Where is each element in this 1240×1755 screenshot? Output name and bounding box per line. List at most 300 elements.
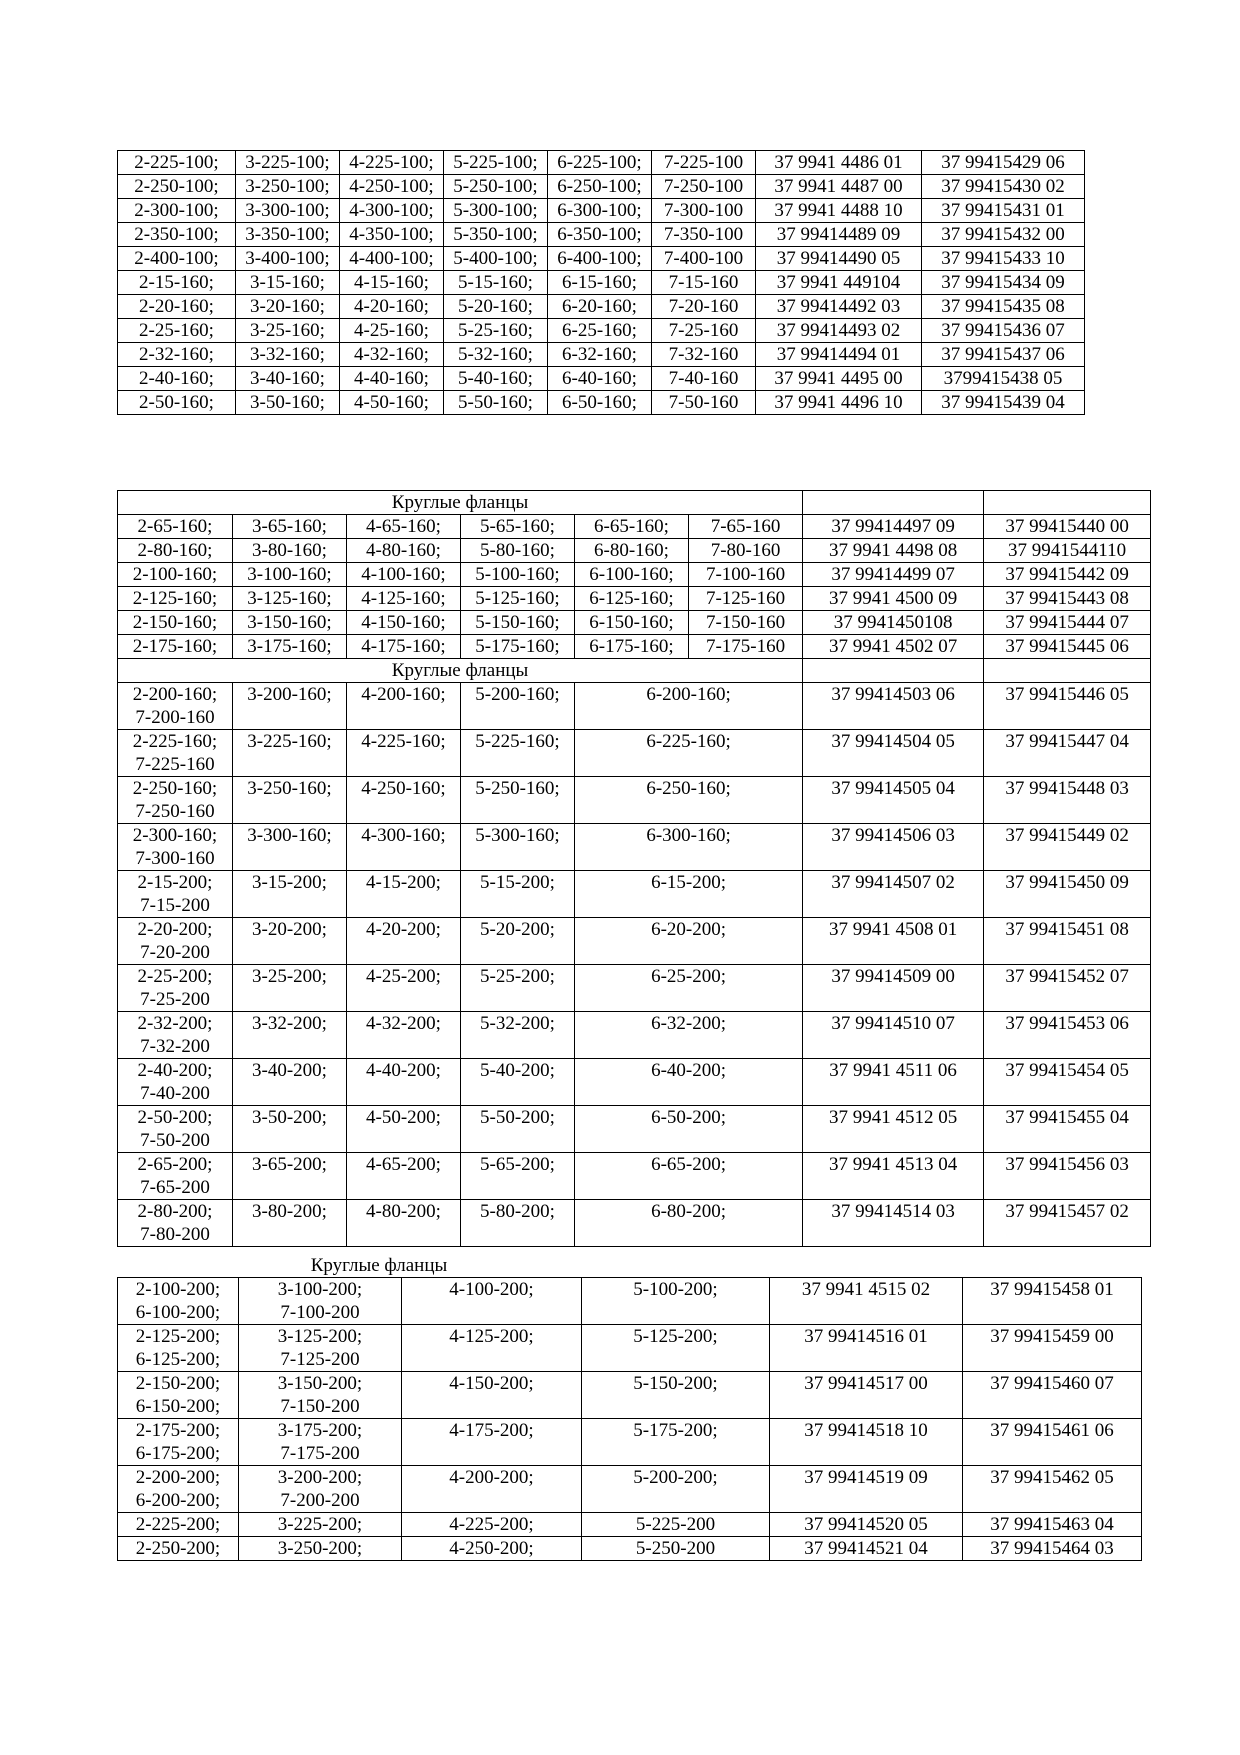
table-cell: 7-65-160 [689, 515, 803, 539]
table-cell [118, 1372, 239, 1419]
table-cell: 37 99414519 09 [770, 1466, 963, 1513]
table-cell: 5-225-200 [582, 1513, 770, 1537]
table-row [118, 1278, 1142, 1325]
table-cell: 37 99415457 02 [984, 1200, 1151, 1247]
table-cell: 3-32-160; [236, 343, 340, 367]
cell-line: 7-200-200 [280, 1490, 360, 1511]
table-cell: 37 99415458 01 [963, 1278, 1142, 1325]
table-cell: 37 99415463 04 [963, 1513, 1142, 1537]
table-cell: 7-32-160 [652, 343, 756, 367]
table-cell: 37 9941 4508 01 [803, 918, 984, 965]
table-cell: 3-250-100; [236, 175, 340, 199]
table-cell [118, 1200, 233, 1247]
table-cell: 5-400-100; [444, 247, 548, 271]
table-cell: 3-400-100; [236, 247, 340, 271]
table-cell: 4-32-200; [347, 1012, 461, 1059]
table-cell: 37 99414504 05 [803, 730, 984, 777]
table-cell: 5-50-160; [444, 391, 548, 415]
table-cell: 37 99415430 02 [922, 175, 1085, 199]
table-cell: 5-225-100; [444, 151, 548, 175]
table-cell: 4-15-200; [347, 871, 461, 918]
table-cell: 2-15-160; [118, 271, 236, 295]
table-row [118, 247, 1085, 271]
empty-cell [984, 659, 1151, 683]
table-cell: 4-250-200; [402, 1537, 582, 1561]
table-row [118, 199, 1085, 223]
table-cell: 6-300-100; [548, 199, 652, 223]
table-cell [118, 777, 233, 824]
table-cell: 4-100-200; [402, 1278, 582, 1325]
table-cell: 7-300-100 [652, 199, 756, 223]
section-header: Круглые фланцы [118, 491, 803, 515]
table-cell: 7-125-160 [689, 587, 803, 611]
table-cell [118, 871, 233, 918]
table-cell: 37 99415451 08 [984, 918, 1151, 965]
table-cell: 37 9941 4500 09 [803, 587, 984, 611]
table-cell: 3-200-160; [233, 683, 347, 730]
table-cell: 6-32-160; [548, 343, 652, 367]
table-cell: 3-32-200; [233, 1012, 347, 1059]
table-cell: 4-40-200; [347, 1059, 461, 1106]
cell-line: 2-250-160; [132, 778, 218, 799]
table-cell: 3-175-160; [233, 635, 347, 659]
table-cell [239, 1537, 402, 1561]
table-cell: 3-25-200; [233, 965, 347, 1012]
table-cell: 3-50-200; [233, 1106, 347, 1153]
table-cell: 5-40-200; [461, 1059, 575, 1106]
table-cell [118, 918, 233, 965]
table-cell: 4-350-100; [340, 223, 444, 247]
table-cell: 3-125-160; [233, 587, 347, 611]
table-cell: 4-15-160; [340, 271, 444, 295]
table-cell: 37 9941 4512 05 [803, 1106, 984, 1153]
table-cell [239, 1372, 402, 1419]
table-cell: 6-400-100; [548, 247, 652, 271]
table-cell: 4-25-160; [340, 319, 444, 343]
table-cell: 6-40-160; [548, 367, 652, 391]
table-cell: 2-300-100; [118, 199, 236, 223]
table-cell: 2-175-160; [118, 635, 233, 659]
table-cell: 6-20-200; [575, 918, 803, 965]
cell-line: 7-200-160 [135, 707, 215, 728]
table-cell: 5-125-200; [582, 1325, 770, 1372]
table-cell: 37 99414521 04 [770, 1537, 963, 1561]
table-cell: 4-50-160; [340, 391, 444, 415]
table-cell: 5-250-200 [582, 1537, 770, 1561]
table-cell: 3-100-160; [233, 563, 347, 587]
cell-line: 2-225-160; [132, 731, 218, 752]
table-cell: 6-50-200; [575, 1106, 803, 1153]
table-cell: 4-125-160; [347, 587, 461, 611]
table-cell: 6-65-160; [575, 515, 689, 539]
table-cell: 37 99414514 03 [803, 1200, 984, 1247]
table-cell: 37 9941 4515 02 [770, 1278, 963, 1325]
table-row [118, 1466, 1142, 1513]
table-cell: 6-80-200; [575, 1200, 803, 1247]
table-cell: 5-175-200; [582, 1419, 770, 1466]
empty-cell [803, 659, 984, 683]
table-row [118, 319, 1085, 343]
table-cell: 4-65-160; [347, 515, 461, 539]
table-row [118, 1106, 1151, 1153]
table-cell: 37 99415440 00 [984, 515, 1151, 539]
cell-line: 3-225-200; [277, 1514, 363, 1535]
table-cell [118, 1466, 239, 1513]
table-row [118, 539, 1151, 563]
table-cell: 4-225-100; [340, 151, 444, 175]
table-cell: 4-300-100; [340, 199, 444, 223]
table-row [118, 871, 1151, 918]
table-cell: 2-225-100; [118, 151, 236, 175]
table-cell: 37 99414490 05 [756, 247, 922, 271]
table-cell: 4-80-160; [347, 539, 461, 563]
table-cell: 3-40-160; [236, 367, 340, 391]
table-row [118, 1537, 1142, 1561]
table-row [118, 343, 1085, 367]
table-cell: 6-350-100; [548, 223, 652, 247]
table-cell: 37 99414510 07 [803, 1012, 984, 1059]
table-cell [239, 1419, 402, 1466]
table-cell: 5-225-160; [461, 730, 575, 777]
table-cell: 37 9941 4495 00 [756, 367, 922, 391]
table-cell: 37 9941 4502 07 [803, 635, 984, 659]
table-cell [118, 1059, 233, 1106]
table-row [118, 271, 1085, 295]
table-cell: 37 99415461 06 [963, 1419, 1142, 1466]
table-row [118, 683, 1151, 730]
cell-line: 6-100-200; [135, 1302, 221, 1323]
table-cell: 6-150-160; [575, 611, 689, 635]
table-cell: 6-200-160; [575, 683, 803, 730]
table-cell: 3-80-160; [233, 539, 347, 563]
table-cell: 37 99415454 05 [984, 1059, 1151, 1106]
table-cell: 37 99414518 10 [770, 1419, 963, 1466]
cell-line: 2-15-200; [137, 872, 213, 893]
table-cell: 37 99414516 01 [770, 1325, 963, 1372]
table-cell: 37 99415447 04 [984, 730, 1151, 777]
table-row [118, 635, 1151, 659]
table-cell: 6-25-200; [575, 965, 803, 1012]
cell-line: 7-20-200 [140, 942, 210, 963]
table-cell: 37 9941 449104 [756, 271, 922, 295]
table-cell [239, 1325, 402, 1372]
table-cell: 4-150-200; [402, 1372, 582, 1419]
table-cell: 4-20-160; [340, 295, 444, 319]
cell-line: 2-32-200; [137, 1013, 213, 1034]
cell-line: 7-25-200 [140, 989, 210, 1010]
table-cell: 5-25-160; [444, 319, 548, 343]
table-cell: 4-40-160; [340, 367, 444, 391]
table-cell: 6-40-200; [575, 1059, 803, 1106]
table-cell: 37 99414506 03 [803, 824, 984, 871]
table-cell: 4-400-100; [340, 247, 444, 271]
table-cell: 5-20-200; [461, 918, 575, 965]
cell-line: 7-100-200 [280, 1302, 360, 1323]
table-cell: 6-32-200; [575, 1012, 803, 1059]
table-cell: 37 99414497 09 [803, 515, 984, 539]
table-cell: 4-125-200; [402, 1325, 582, 1372]
table-cell: 6-80-160; [575, 539, 689, 563]
table-cell: 4-20-200; [347, 918, 461, 965]
table-cell: 37 99415464 03 [963, 1537, 1142, 1561]
cell-line: 2-300-160; [132, 825, 218, 846]
table-cell: 37 99415436 07 [922, 319, 1085, 343]
cell-line: 2-125-200; [135, 1326, 221, 1347]
table-cell: 5-200-160; [461, 683, 575, 730]
table-cell: 4-65-200; [347, 1153, 461, 1200]
table-cell: 6-20-160; [548, 295, 652, 319]
table-cell: 2-50-160; [118, 391, 236, 415]
cell-line: 7-225-160 [135, 754, 215, 775]
header-row [118, 659, 1151, 683]
cell-line: 3-250-200; [277, 1538, 363, 1559]
table-cell: 3-250-160; [233, 777, 347, 824]
table-cell: 5-100-160; [461, 563, 575, 587]
table-cell: 2-250-100; [118, 175, 236, 199]
table-cell: 6-250-160; [575, 777, 803, 824]
table-cell: 5-300-100; [444, 199, 548, 223]
cell-line: 2-200-160; [132, 684, 218, 705]
table-cell: 37 99414493 02 [756, 319, 922, 343]
table-cell: 3-40-200; [233, 1059, 347, 1106]
table-cell [118, 1106, 233, 1153]
table-cell: 2-65-160; [118, 515, 233, 539]
table-cell: 6-125-160; [575, 587, 689, 611]
table-cell: 37 99415448 03 [984, 777, 1151, 824]
table-row [118, 151, 1085, 175]
table-cell: 5-125-160; [461, 587, 575, 611]
table-cell: 37 99414503 06 [803, 683, 984, 730]
empty-cell [984, 491, 1151, 515]
table-cell [118, 1419, 239, 1466]
table-cell: 5-80-200; [461, 1200, 575, 1247]
table-cell: 37 99415446 05 [984, 683, 1151, 730]
table-cell: 4-175-200; [402, 1419, 582, 1466]
table-cell: 6-65-200; [575, 1153, 803, 1200]
table-cell: 3-20-200; [233, 918, 347, 965]
cell-line: 6-200-200; [135, 1490, 221, 1511]
table-cell: 5-150-160; [461, 611, 575, 635]
table-cell: 7-20-160 [652, 295, 756, 319]
table-cell: 6-300-160; [575, 824, 803, 871]
cell-line: 7-65-200 [140, 1177, 210, 1198]
table-row [118, 391, 1085, 415]
table-cell: 37 99415462 05 [963, 1466, 1142, 1513]
table-cell: 5-32-200; [461, 1012, 575, 1059]
table-cell: 37 99415450 09 [984, 871, 1151, 918]
table-cell: 5-200-200; [582, 1466, 770, 1513]
table-cell: 37 99415443 08 [984, 587, 1151, 611]
table-cell: 37 9941 4487 00 [756, 175, 922, 199]
table-cell: 37 99414507 02 [803, 871, 984, 918]
table-cell: 37 99414517 00 [770, 1372, 963, 1419]
table-cell [118, 965, 233, 1012]
table-cell: 6-225-100; [548, 151, 652, 175]
table-cell [118, 1278, 239, 1325]
cell-line: 2-100-200; [135, 1279, 221, 1300]
table-cell: 4-80-200; [347, 1200, 461, 1247]
table-cell [118, 1537, 239, 1561]
table-cell: 37 99415442 09 [984, 563, 1151, 587]
cell-line: 3-150-200; [277, 1373, 363, 1394]
section-header: Круглые фланцы [118, 659, 803, 683]
cell-line: 7-32-200 [140, 1036, 210, 1057]
table-cell: 37 99415453 06 [984, 1012, 1151, 1059]
table-row [118, 918, 1151, 965]
table-cell: 5-15-200; [461, 871, 575, 918]
table-cell: 37 99415439 04 [922, 391, 1085, 415]
table-row [118, 295, 1085, 319]
table-cell: 5-250-100; [444, 175, 548, 199]
table-cell: 37 99415433 10 [922, 247, 1085, 271]
table-cell: 7-225-100 [652, 151, 756, 175]
table-cell: 37 9941 4486 01 [756, 151, 922, 175]
table-row [118, 730, 1151, 777]
cell-line: 7-300-160 [135, 848, 215, 869]
cell-line: 2-80-200; [137, 1201, 213, 1222]
table-cell: 7-400-100 [652, 247, 756, 271]
table-cell: 3-300-160; [233, 824, 347, 871]
table-cell: 4-100-160; [347, 563, 461, 587]
table-cell: 3-15-200; [233, 871, 347, 918]
table-cell [239, 1513, 402, 1537]
cell-line: 7-40-200 [140, 1083, 210, 1104]
table-cell: 37 9941450108 [803, 611, 984, 635]
table-cell: 6-250-100; [548, 175, 652, 199]
table-cell: 2-400-100; [118, 247, 236, 271]
table-cell: 6-100-160; [575, 563, 689, 587]
table-cell: 37 9941 4496 10 [756, 391, 922, 415]
table-cell: 5-65-200; [461, 1153, 575, 1200]
table-cell: 3799415438 05 [922, 367, 1085, 391]
table-cell: 37 99414499 07 [803, 563, 984, 587]
table-cell: 2-32-160; [118, 343, 236, 367]
cell-line: 6-150-200; [135, 1396, 221, 1417]
table-row [118, 563, 1151, 587]
table-row [118, 1200, 1151, 1247]
table-cell: 4-32-160; [340, 343, 444, 367]
table-cell: 7-80-160 [689, 539, 803, 563]
table-cell: 4-175-160; [347, 635, 461, 659]
table-cell: 4-200-200; [402, 1466, 582, 1513]
table-row [118, 1513, 1142, 1537]
table-cell: 3-20-160; [236, 295, 340, 319]
table-cell: 37 99415444 07 [984, 611, 1151, 635]
table-cell: 37 99415455 04 [984, 1106, 1151, 1153]
table-cell: 7-100-160 [689, 563, 803, 587]
table-body [118, 491, 1151, 1247]
table-row [118, 587, 1151, 611]
table-cell: 37 99415435 08 [922, 295, 1085, 319]
table-cell: 5-50-200; [461, 1106, 575, 1153]
flange-table-3 [117, 1277, 1142, 1561]
table-cell: 6-225-160; [575, 730, 803, 777]
table-cell: 3-225-100; [236, 151, 340, 175]
table-row [118, 1153, 1151, 1200]
table-body [118, 151, 1085, 415]
cell-line: 2-20-200; [137, 919, 213, 940]
table-cell: 37 9941 4511 06 [803, 1059, 984, 1106]
table-cell: 6-50-160; [548, 391, 652, 415]
table-cell: 37 99415449 02 [984, 824, 1151, 871]
table-cell: 7-15-160 [652, 271, 756, 295]
table-cell: 3-50-160; [236, 391, 340, 415]
table-cell: 5-300-160; [461, 824, 575, 871]
table-cell: 7-25-160 [652, 319, 756, 343]
flange-table-1 [117, 150, 1085, 415]
cell-line: 7-250-160 [135, 801, 215, 822]
table-cell: 37 99415459 00 [963, 1325, 1142, 1372]
table-cell: 5-65-160; [461, 515, 575, 539]
cell-line: 2-65-200; [137, 1154, 213, 1175]
table-cell: 37 9941 4513 04 [803, 1153, 984, 1200]
table-cell: 5-150-200; [582, 1372, 770, 1419]
table-cell: 3-150-160; [233, 611, 347, 635]
table-row [118, 1419, 1142, 1466]
cell-line: 7-15-200 [140, 895, 210, 916]
table-cell: 37 99415460 07 [963, 1372, 1142, 1419]
table-cell: 37 99415445 06 [984, 635, 1151, 659]
empty-cell [803, 491, 984, 515]
table-cell: 5-175-160; [461, 635, 575, 659]
table-cell: 5-15-160; [444, 271, 548, 295]
table-row [118, 367, 1085, 391]
table-cell [118, 683, 233, 730]
table-body [118, 1278, 1142, 1561]
table-cell: 2-100-160; [118, 563, 233, 587]
flange-table-2 [117, 490, 1151, 1247]
table-cell: 37 99414505 04 [803, 777, 984, 824]
table-cell: 5-25-200; [461, 965, 575, 1012]
cell-line: 7-175-200 [280, 1443, 360, 1464]
table-cell: 2-80-160; [118, 539, 233, 563]
table-row [118, 223, 1085, 247]
table-cell: 4-225-200; [402, 1513, 582, 1537]
table-row [118, 515, 1151, 539]
cell-line: 2-175-200; [135, 1420, 221, 1441]
cell-line: 2-250-200; [135, 1538, 221, 1559]
table-cell: 5-250-160; [461, 777, 575, 824]
table-row [118, 175, 1085, 199]
cell-line: 2-225-200; [135, 1514, 221, 1535]
table-cell: 7-50-160 [652, 391, 756, 415]
table-cell: 37 99414492 03 [756, 295, 922, 319]
table-cell: 6-25-160; [548, 319, 652, 343]
table-row [118, 965, 1151, 1012]
cell-line: 2-25-200; [137, 966, 213, 987]
table-cell [239, 1466, 402, 1513]
table-cell: 3-300-100; [236, 199, 340, 223]
cell-line: 7-50-200 [140, 1130, 210, 1151]
table-cell: 37 99415431 01 [922, 199, 1085, 223]
table-cell: 37 99414489 09 [756, 223, 922, 247]
table-cell: 6-15-160; [548, 271, 652, 295]
table-row [118, 1012, 1151, 1059]
table-cell: 37 99415456 03 [984, 1153, 1151, 1200]
cell-line: 7-125-200 [280, 1349, 360, 1370]
table-cell: 2-40-160; [118, 367, 236, 391]
table-cell: 4-200-160; [347, 683, 461, 730]
table-cell: 4-225-160; [347, 730, 461, 777]
table-row [118, 1325, 1142, 1372]
cell-line: 7-80-200 [140, 1224, 210, 1245]
table-cell [118, 1513, 239, 1537]
table-cell: 7-250-100 [652, 175, 756, 199]
table-cell: 7-350-100 [652, 223, 756, 247]
table-cell: 7-175-160 [689, 635, 803, 659]
table-cell: 37 9941 4498 08 [803, 539, 984, 563]
table-cell: 5-80-160; [461, 539, 575, 563]
